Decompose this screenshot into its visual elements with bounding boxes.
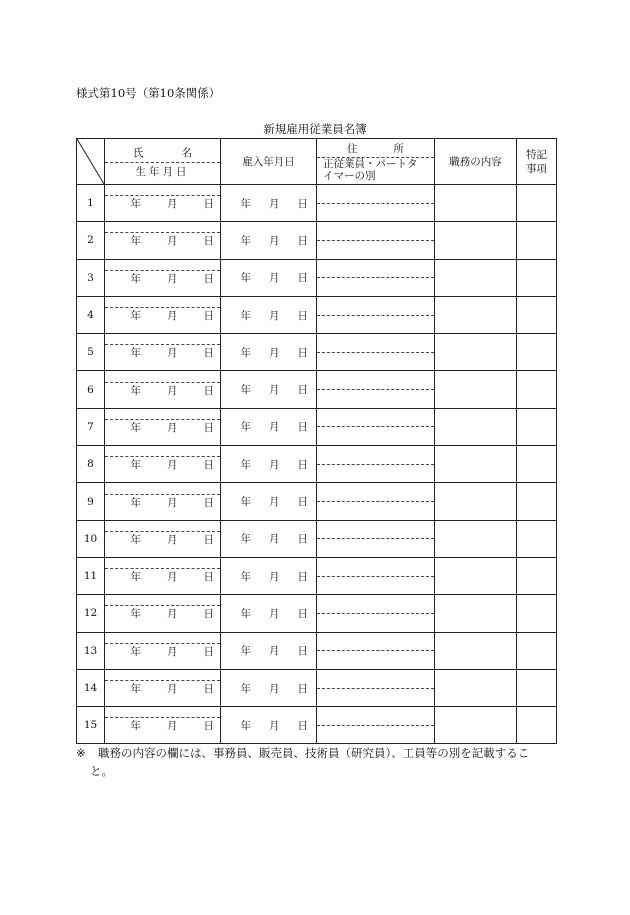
- address-cell[interactable]: [317, 520, 435, 557]
- duty-cell[interactable]: [435, 707, 517, 744]
- date-year-label: 年: [130, 459, 141, 472]
- address-cell[interactable]: [317, 185, 435, 222]
- date-month-label: 月: [269, 496, 280, 509]
- document-title: 新規雇用従業員名簿: [263, 122, 367, 136]
- date-month-label: 月: [269, 682, 280, 695]
- special-notes-cell[interactable]: [517, 483, 557, 520]
- name-birthdate-cell[interactable]: [105, 446, 221, 483]
- date-day-label: 日: [203, 608, 214, 621]
- special-notes-cell[interactable]: [517, 296, 557, 333]
- date-day-label: 日: [297, 421, 308, 434]
- date-year-label: 年: [240, 496, 251, 509]
- table-row: [77, 483, 557, 520]
- date-year-label: 年: [240, 570, 251, 583]
- hire-date-cell[interactable]: [221, 259, 317, 296]
- date-month-label: 月: [269, 533, 280, 546]
- date-month-label: 月: [269, 570, 280, 583]
- duty-cell[interactable]: [435, 557, 517, 594]
- date-year-label: 年: [130, 533, 141, 546]
- name-birthdate-cell[interactable]: [105, 222, 221, 259]
- address-cell[interactable]: [317, 446, 435, 483]
- date-month-label: 月: [269, 234, 280, 247]
- address-cell[interactable]: [317, 669, 435, 706]
- hire-date-cell[interactable]: [221, 707, 317, 744]
- address-field[interactable]: [317, 538, 434, 539]
- row-number: 2: [77, 222, 105, 259]
- name-birthdate-cell[interactable]: [105, 408, 221, 445]
- date-year-label: 年: [240, 384, 251, 397]
- date-month-label: 月: [167, 683, 178, 695]
- address-field[interactable]: [317, 576, 434, 577]
- date-year-label: 年: [130, 235, 141, 248]
- duty-cell[interactable]: [435, 632, 517, 669]
- date-day-label: 日: [297, 458, 308, 471]
- date-day-label: 日: [203, 645, 214, 658]
- hire-date-header: 雇入年月日: [221, 139, 317, 185]
- birthdate-field[interactable]: [105, 420, 220, 435]
- hire-date-cell[interactable]: [221, 408, 317, 445]
- special-notes-cell[interactable]: [517, 595, 557, 632]
- date-day-label: 日: [297, 607, 308, 620]
- date-year-label: 年: [240, 682, 251, 695]
- date-day-label: 日: [297, 309, 308, 322]
- header-row: [77, 139, 557, 185]
- date-month-label: 月: [167, 608, 178, 621]
- duty-cell[interactable]: [435, 296, 517, 333]
- date-day-label: 日: [203, 683, 214, 695]
- row-number: 11: [77, 557, 105, 594]
- hire-date-cell[interactable]: [221, 520, 317, 557]
- address-cell[interactable]: [317, 222, 435, 259]
- date-year-label: 年: [130, 272, 141, 285]
- date-day-label: 日: [203, 571, 214, 584]
- date-year-label: 年: [130, 608, 141, 621]
- date-month-label: 月: [167, 571, 178, 584]
- date-day-label: 日: [297, 533, 308, 546]
- footnote: [76, 744, 560, 780]
- birthdate-field[interactable]: [105, 308, 220, 323]
- address-cell[interactable]: [317, 296, 435, 333]
- name-birthdate-cell[interactable]: [105, 259, 221, 296]
- special-notes-cell[interactable]: [517, 446, 557, 483]
- address-field[interactable]: [317, 426, 434, 427]
- date-day-label: 日: [203, 347, 214, 360]
- row-number: 14: [77, 669, 105, 706]
- address-cell[interactable]: [317, 707, 435, 744]
- footnote-mark: ※: [76, 746, 86, 760]
- date-day-label: 日: [297, 346, 308, 359]
- date-year-label: 年: [240, 645, 251, 658]
- date-day-label: 日: [297, 496, 308, 509]
- employee-register-table: [76, 138, 557, 744]
- name-birthdate-cell[interactable]: [105, 296, 221, 333]
- date-year-label: 年: [240, 533, 251, 546]
- name-birthdate-cell[interactable]: [105, 707, 221, 744]
- date-month-label: 月: [269, 197, 280, 210]
- duty-cell[interactable]: [435, 595, 517, 632]
- date-month-label: 月: [167, 198, 178, 211]
- name-header: [105, 139, 221, 185]
- name-header-right: 名: [181, 146, 192, 159]
- special-notes-cell[interactable]: [517, 185, 557, 222]
- row-number: 3: [77, 259, 105, 296]
- row-number: 9: [77, 483, 105, 520]
- date-day-label: 日: [203, 459, 214, 472]
- date-month-label: 月: [269, 272, 280, 285]
- date-month-label: 月: [167, 496, 178, 509]
- address-field[interactable]: [317, 725, 434, 726]
- date-month-label: 月: [269, 384, 280, 397]
- duty-cell[interactable]: [435, 408, 517, 445]
- address-cell[interactable]: [317, 483, 435, 520]
- table-row: [77, 446, 557, 483]
- date-year-label: 年: [240, 234, 251, 247]
- name-birthdate-cell[interactable]: [105, 520, 221, 557]
- hire-date-cell[interactable]: [221, 296, 317, 333]
- row-number: 7: [77, 408, 105, 445]
- address-field[interactable]: [317, 501, 434, 502]
- date-year-label: 年: [240, 607, 251, 620]
- birthdate-field[interactable]: [105, 271, 220, 286]
- name-birthdate-cell[interactable]: [105, 185, 221, 222]
- special-notes-header-line2: 事項: [526, 162, 547, 175]
- name-header-left: 氏: [133, 146, 144, 159]
- special-notes-cell[interactable]: [517, 520, 557, 557]
- date-year-label: 年: [240, 272, 251, 285]
- birthdate-field[interactable]: [105, 718, 220, 733]
- address-field[interactable]: [317, 650, 434, 651]
- address-field[interactable]: [317, 203, 434, 204]
- diagonal-line: [77, 139, 104, 184]
- row-number: 4: [77, 296, 105, 333]
- birthdate-field[interactable]: [105, 681, 220, 696]
- birthdate-field[interactable]: [105, 345, 220, 360]
- row-number: 12: [77, 595, 105, 632]
- date-year-label: 年: [130, 310, 141, 323]
- date-day-label: 日: [203, 310, 214, 323]
- address-cell[interactable]: [317, 371, 435, 408]
- date-year-label: 年: [130, 198, 141, 211]
- hire-date-cell[interactable]: [221, 371, 317, 408]
- table-row: [77, 296, 557, 333]
- date-day-label: 日: [297, 234, 308, 247]
- duty-header: 職務の内容: [435, 139, 517, 185]
- date-day-label: 日: [203, 496, 214, 509]
- date-day-label: 日: [203, 720, 214, 733]
- date-month-label: 月: [167, 645, 178, 658]
- hire-date-cell[interactable]: [221, 557, 317, 594]
- address-cell[interactable]: [317, 595, 435, 632]
- row-number: 10: [77, 520, 105, 557]
- address-cell[interactable]: [317, 334, 435, 371]
- date-year-label: 年: [130, 347, 141, 360]
- birthdate-field[interactable]: [105, 233, 220, 248]
- address-header-right: 所: [393, 143, 404, 155]
- address-field[interactable]: [317, 315, 434, 316]
- address-field[interactable]: [317, 240, 434, 241]
- address-field[interactable]: [317, 389, 434, 390]
- employment-type-header-line1: 正従業員・パートタ: [323, 158, 418, 170]
- date-day-label: 日: [203, 384, 214, 397]
- duty-cell[interactable]: [435, 446, 517, 483]
- special-notes-cell[interactable]: [517, 557, 557, 594]
- birthdate-field[interactable]: [105, 495, 220, 510]
- row-number: 6: [77, 371, 105, 408]
- address-field[interactable]: [317, 688, 434, 689]
- special-notes-cell[interactable]: [517, 632, 557, 669]
- date-year-label: 年: [130, 571, 141, 584]
- birthdate-field[interactable]: [105, 383, 220, 398]
- special-notes-cell[interactable]: [517, 259, 557, 296]
- hire-date-cell[interactable]: [221, 595, 317, 632]
- duty-cell[interactable]: [435, 371, 517, 408]
- address-header-left: 住: [347, 143, 358, 155]
- table-row: [77, 632, 557, 669]
- date-year-label: 年: [240, 309, 251, 322]
- hire-date-cell[interactable]: [221, 669, 317, 706]
- duty-cell[interactable]: [435, 483, 517, 520]
- birthdate-field[interactable]: [105, 644, 220, 659]
- duty-cell[interactable]: [435, 669, 517, 706]
- row-number: 15: [77, 707, 105, 744]
- hire-date-cell[interactable]: [221, 483, 317, 520]
- special-notes-cell[interactable]: [517, 669, 557, 706]
- date-month-label: 月: [167, 533, 178, 546]
- date-year-label: 年: [240, 421, 251, 434]
- table-row: [77, 185, 557, 222]
- table-row: [77, 334, 557, 371]
- date-day-label: 日: [297, 272, 308, 285]
- birthdate-field[interactable]: [105, 196, 220, 211]
- date-year-label: 年: [240, 458, 251, 471]
- table-row: [77, 222, 557, 259]
- date-day-label: 日: [203, 533, 214, 546]
- name-birthdate-cell[interactable]: [105, 632, 221, 669]
- date-month-label: 月: [167, 459, 178, 472]
- special-notes-cell[interactable]: [517, 222, 557, 259]
- duty-cell[interactable]: [435, 222, 517, 259]
- address-field[interactable]: [317, 464, 434, 465]
- hire-date-cell[interactable]: [221, 185, 317, 222]
- date-day-label: 日: [203, 235, 214, 248]
- date-year-label: 年: [130, 496, 141, 509]
- name-birthdate-cell[interactable]: [105, 557, 221, 594]
- hire-date-cell[interactable]: [221, 222, 317, 259]
- address-cell[interactable]: [317, 632, 435, 669]
- date-month-label: 月: [167, 720, 178, 733]
- special-notes-cell[interactable]: [517, 408, 557, 445]
- date-year-label: 年: [130, 384, 141, 397]
- date-month-label: 月: [167, 310, 178, 323]
- address-field[interactable]: [317, 277, 434, 278]
- table-row: [77, 408, 557, 445]
- date-day-label: 日: [297, 384, 308, 397]
- birthdate-header: 生年月日: [135, 165, 190, 178]
- date-day-label: 日: [297, 719, 308, 732]
- birthdate-field[interactable]: [105, 532, 220, 547]
- date-year-label: 年: [240, 346, 251, 359]
- table-row: [77, 259, 557, 296]
- row-number: 13: [77, 632, 105, 669]
- special-notes-header: [517, 139, 557, 185]
- special-notes-cell[interactable]: [517, 371, 557, 408]
- footnote-line1: 職務の内容の欄には、事務員、販売員、技術員（研究員）、工員等の別を記載するこ: [98, 746, 530, 760]
- hire-date-cell[interactable]: [221, 632, 317, 669]
- form-number-label: 様式第10号（第10条関係）: [76, 86, 221, 100]
- date-month-label: 月: [269, 309, 280, 322]
- footnote-line2: と。: [90, 764, 113, 778]
- row-number: 1: [77, 185, 105, 222]
- date-month-label: 月: [269, 645, 280, 658]
- table-row: [77, 557, 557, 594]
- date-day-label: 日: [297, 645, 308, 658]
- date-year-label: 年: [240, 719, 251, 732]
- duty-cell[interactable]: [435, 520, 517, 557]
- employment-type-header-line2: イマーの別: [323, 170, 376, 182]
- address-header: [317, 139, 435, 185]
- name-birthdate-cell[interactable]: [105, 334, 221, 371]
- date-year-label: 年: [130, 421, 141, 434]
- name-birthdate-cell[interactable]: [105, 669, 221, 706]
- date-day-label: 日: [203, 421, 214, 434]
- table-row: [77, 371, 557, 408]
- address-cell[interactable]: [317, 557, 435, 594]
- date-year-label: 年: [130, 683, 141, 695]
- address-cell[interactable]: [317, 259, 435, 296]
- name-birthdate-cell[interactable]: [105, 371, 221, 408]
- table-row: [77, 669, 557, 706]
- date-month-label: 月: [167, 347, 178, 360]
- hire-date-cell[interactable]: [221, 446, 317, 483]
- date-month-label: 月: [167, 384, 178, 397]
- date-year-label: 年: [240, 197, 251, 210]
- corner-cell: [77, 139, 105, 185]
- address-field[interactable]: [317, 613, 434, 614]
- date-month-label: 月: [167, 421, 178, 434]
- special-notes-cell[interactable]: [517, 707, 557, 744]
- date-day-label: 日: [203, 272, 214, 285]
- date-month-label: 月: [269, 607, 280, 620]
- name-birthdate-cell[interactable]: [105, 483, 221, 520]
- special-notes-header-line1: 特記: [526, 148, 547, 161]
- date-year-label: 年: [130, 720, 141, 733]
- birthdate-field[interactable]: [105, 569, 220, 584]
- date-month-label: 月: [269, 719, 280, 732]
- date-day-label: 日: [297, 682, 308, 695]
- hire-date-cell[interactable]: [221, 334, 317, 371]
- duty-cell[interactable]: [435, 185, 517, 222]
- date-month-label: 月: [269, 421, 280, 434]
- address-cell[interactable]: [317, 408, 435, 445]
- date-month-label: 月: [269, 346, 280, 359]
- date-day-label: 日: [297, 570, 308, 583]
- special-notes-cell[interactable]: [517, 334, 557, 371]
- row-number: 5: [77, 334, 105, 371]
- date-month-label: 月: [269, 458, 280, 471]
- date-month-label: 月: [167, 235, 178, 248]
- date-day-label: 日: [203, 198, 214, 211]
- duty-cell[interactable]: [435, 259, 517, 296]
- table-row: [77, 520, 557, 557]
- table-row: [77, 595, 557, 632]
- table-row: [77, 707, 557, 744]
- date-year-label: 年: [130, 645, 141, 658]
- address-field[interactable]: [317, 352, 434, 353]
- name-birthdate-cell[interactable]: [105, 595, 221, 632]
- duty-cell[interactable]: [435, 334, 517, 371]
- birthdate-field[interactable]: [105, 606, 220, 621]
- date-day-label: 日: [297, 197, 308, 210]
- row-number: 8: [77, 446, 105, 483]
- date-month-label: 月: [167, 272, 178, 285]
- birthdate-field[interactable]: [105, 457, 220, 472]
